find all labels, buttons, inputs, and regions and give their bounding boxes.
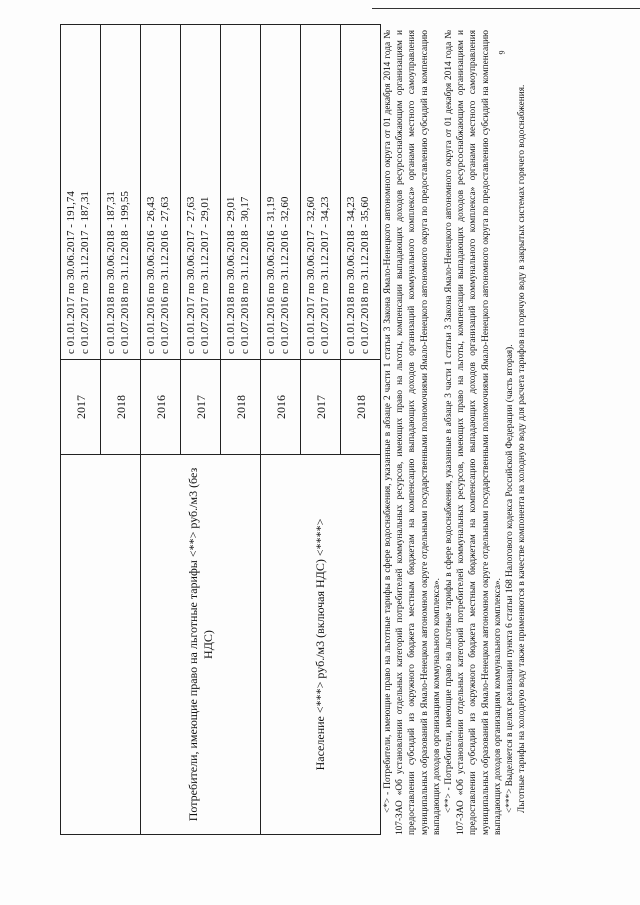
period-value: с 01.01.2018 по 30.06.2018 - 34,23 [345,196,357,354]
period-value: с 01.07.2018 по 31.12.2018 - 35,60 [359,196,371,354]
value-cell [341,25,381,360]
period-value: с 01.07.2017 по 31.12.2017 - 29,01 [199,196,211,354]
year-cell: 2018 [221,360,261,455]
table-row [261,25,301,835]
year-cell: 2016 [261,360,301,455]
value-cell [61,25,101,360]
period-value: с 01.01.2018 по 30.06.2018 - 29,01 [225,196,237,354]
footnote: <***> Выделяется в целях реализации пункта 6 статьи 168 Налогового кодекса Российской Федерации (часть вторая). [505,344,516,813]
year-cell: 2018 [341,360,381,455]
value-cell [181,25,221,360]
footnotes [382,30,528,835]
period-value: с 01.01.2016 по 30.06.2016 - 31,19 [265,196,277,354]
year-cell: 2017 [181,360,221,455]
period-value: с 01.07.2016 по 31.12.2016 - 32,60 [279,196,291,354]
value-cell [101,25,141,360]
year-cell: 2018 [101,360,141,455]
tariff-table [60,24,381,835]
value-cell [141,25,181,360]
table-row [61,25,101,835]
period-value: с 01.07.2017 по 31.12.2017 - 187,31 [79,191,91,354]
value-cell [261,25,301,360]
category-cell: Потребители, имеющие право на льготные тарифы <**> руб./м3 (без НДС) [141,455,261,835]
value-cell [221,25,261,360]
footnote: <*> - Потребители, имеющие право на льготные тарифы в сфере водоснабжения, указанные в абзаце 2 части 1 статьи 3 Закона Ямало-Ненецкого автономного округа от 01 декабря 2014 года № 107-ЗАО «Об установлении отдельных категорий потребителей коммунальных ресурсов, имеющих право на льготы, компенсации выпадающих доходов ресурсоснабжающим организациям и предоставлении субсидий из окружного бюджета местным бюджетам на компенсацию выпадающих доходов организаций коммунального комплекса» органами местного самоуправления муниципальных образований в Ямало-Ненецком автономном округе отдельными государственными полномочиями Ямало-Ненецкого автономного округа по предоставлению субсидий на компенсацию выпадающих доходов организациям коммунального комплекса». [383,30,442,835]
footnote: <**> - Потребители, имеющие право на льготные тарифы в сфере водоснабжения, указанные в абзаце 3 части 1 статьи 3 Закона Ямало-Ненецкого автономного округа от 01 декабря 2014 года № 107-ЗАО «Об установлении отдельных категорий потребителей коммунальных ресурсов, имеющих право на льготы, компенсации выпадающих доходов ресурсоснабжающим организациям и предоставлении субсидий из окружного бюджета местным бюджетам на компенсацию выпадающих доходов организаций коммунального комплекса» органами местного самоуправления муниципальных образований в Ямало-Ненецком автономном округе отдельными государственными полномочиями Ямало-Ненецкого автономного округа по предоставлению субсидий на компенсацию выпадающих доходов организациям коммунального комплекса». [444,30,503,835]
top-border-line [372,8,640,9]
year-cell: 2017 [61,360,101,455]
rotated-content [60,25,540,860]
period-value: с 01.01.2017 по 30.06.2017 - 27,63 [185,196,197,354]
footnote: Льготные тарифы на холодную воду также применяются в качестве компонента на холодную воду для расчета тарифов на горячую воду в закрытых системах горячего водоснабжения. [517,84,528,813]
category-cell [61,455,141,835]
value-cell [301,25,341,360]
year-cell: 2016 [141,360,181,455]
period-value: с 01.07.2018 по 31.12.2018 - 30,17 [239,196,251,354]
category-cell: Население <***> руб./м3 (включая НДС) <****> [261,455,381,835]
year-cell: 2017 [301,360,341,455]
period-value: с 01.07.2017 по 31.12.2017 - 34,23 [319,196,331,354]
page-number: 9 [497,50,507,55]
period-value: с 01.07.2016 по 31.12.2016 - 27,63 [159,196,171,354]
period-value: с 01.01.2018 по 30.06.2018 - 187,31 [105,191,117,354]
period-value: с 01.01.2017 по 30.06.2017 - 191,74 [65,191,77,354]
period-value: с 01.01.2016 по 30.06.2016 - 26,43 [145,196,157,354]
period-value: с 01.01.2017 по 30.06.2017 - 32,60 [305,196,317,354]
period-value: с 01.07.2018 по 31.12.2018 - 199,55 [119,191,131,354]
table-row [141,25,181,835]
